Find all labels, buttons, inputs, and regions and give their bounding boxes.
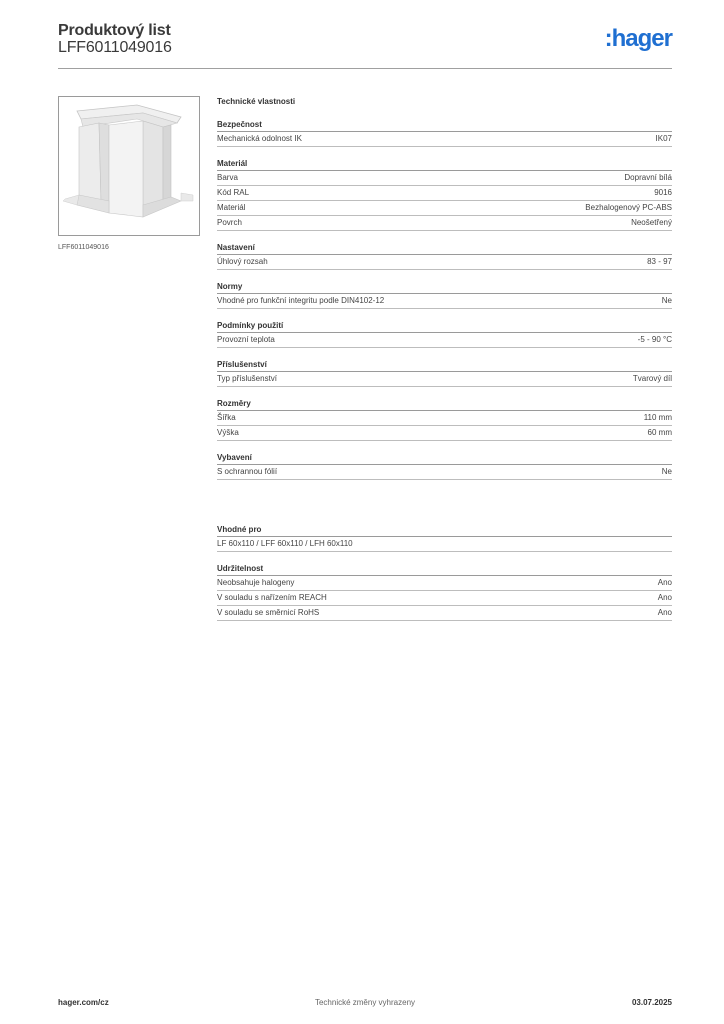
spec-group-title: Podmínky použití <box>217 320 672 333</box>
specs-section-title: Technické vlastnosti <box>217 97 296 106</box>
suitable-row <box>217 537 672 552</box>
page-header <box>58 20 672 70</box>
spec-label: Výška <box>217 428 239 437</box>
spec-label: Vhodné pro funkční integritu podle DIN4102-12 <box>217 296 385 305</box>
spec-row <box>217 201 672 216</box>
spec-label: Barva <box>217 173 238 182</box>
image-caption: LFF6011049016 <box>58 244 109 251</box>
sustainability-label: V souladu s nařízením REACH <box>217 593 327 602</box>
spec-label: Mechanická odolnost IK <box>217 134 302 143</box>
spec-row <box>217 426 672 441</box>
sustainability-row <box>217 576 672 591</box>
spec-row <box>217 132 672 147</box>
spec-group-material <box>217 158 672 231</box>
spec-group-title: Rozměry <box>217 398 672 411</box>
footer-website-link[interactable]: hager.com/cz <box>58 998 109 1007</box>
spec-group-standards <box>217 281 672 309</box>
spec-value: 83 - 97 <box>647 257 672 266</box>
spec-label: Materiál <box>217 203 246 212</box>
spec-row <box>217 186 672 201</box>
sustainability-value: Ano <box>657 578 672 587</box>
product-image <box>58 96 200 236</box>
spec-value: Tvarový díl <box>632 374 672 383</box>
spec-group-settings <box>217 242 672 270</box>
spec-group-dimensions <box>217 398 672 441</box>
sustainability-value: Ano <box>657 593 672 602</box>
spec-label: Kód RAL <box>217 188 250 197</box>
sustainability <box>217 563 672 621</box>
footer-date: 03.07.2025 <box>631 998 672 1007</box>
spec-label: Typ příslušenství <box>217 374 278 383</box>
spec-value: Dopravní bílá <box>624 173 672 182</box>
spec-label: Šířka <box>217 413 236 422</box>
product-picture-icon <box>59 97 199 235</box>
spec-row <box>217 333 672 348</box>
spec-group-title: Nastavení <box>217 242 672 255</box>
product-code: LFF6011049016 <box>58 39 172 56</box>
spec-label: S ochrannou fólií <box>217 467 278 476</box>
spec-row <box>217 465 672 480</box>
spec-label: Úhlový rozsah <box>217 257 268 266</box>
spec-value: -5 - 90 °C <box>637 335 672 344</box>
spec-group-title: Normy <box>217 281 672 294</box>
suitable-label: LF 60x110 / LFF 60x110 / LFH 60x110 <box>217 539 353 548</box>
sustainability-label: V souladu se směrnicí RoHS <box>217 608 320 617</box>
spec-group-equipment <box>217 452 672 480</box>
spec-value: IK07 <box>655 134 672 143</box>
spec-label: Povrch <box>217 218 242 227</box>
sustainability-value: Ano <box>657 608 672 617</box>
spec-value: Bezhalogenový PC-ABS <box>585 203 672 212</box>
sustainability-title: Udržitelnost <box>217 563 672 576</box>
spec-value: Ne <box>661 467 672 476</box>
spec-value: 110 mm <box>643 413 672 422</box>
header-divider <box>58 68 672 69</box>
suitable-for <box>217 524 672 552</box>
hager-logo: :hager <box>604 25 672 52</box>
sustainability-label: Neobsahuje halogeny <box>217 578 295 587</box>
spec-row <box>217 372 672 387</box>
suitable-title: Vhodné pro <box>217 524 672 537</box>
sustainability-row <box>217 606 672 621</box>
footer-notice: Technické změny vyhrazeny <box>314 998 416 1007</box>
spec-value: 60 mm <box>647 428 672 437</box>
spec-group-title: Materiál <box>217 158 672 171</box>
sustainability-row <box>217 591 672 606</box>
spec-group-title: Bezpečnost <box>217 119 672 132</box>
spec-row <box>217 171 672 186</box>
spec-group-title: Příslušenství <box>217 359 672 372</box>
spec-value: Neošetřený <box>631 218 672 227</box>
page-title: Produktový list <box>58 22 171 39</box>
spec-value: 9016 <box>654 188 672 197</box>
technical-specs <box>217 95 672 621</box>
spec-row <box>217 255 672 270</box>
spec-group-safety <box>217 119 672 147</box>
spec-row <box>217 294 672 309</box>
page-footer <box>58 998 672 1012</box>
spec-row <box>217 411 672 426</box>
spec-row <box>217 216 672 231</box>
spec-label: Provozní teplota <box>217 335 275 344</box>
spec-group-accessories <box>217 359 672 387</box>
spec-value: Ne <box>661 296 672 305</box>
spec-group-conditions <box>217 320 672 348</box>
spec-group-title: Vybavení <box>217 452 672 465</box>
